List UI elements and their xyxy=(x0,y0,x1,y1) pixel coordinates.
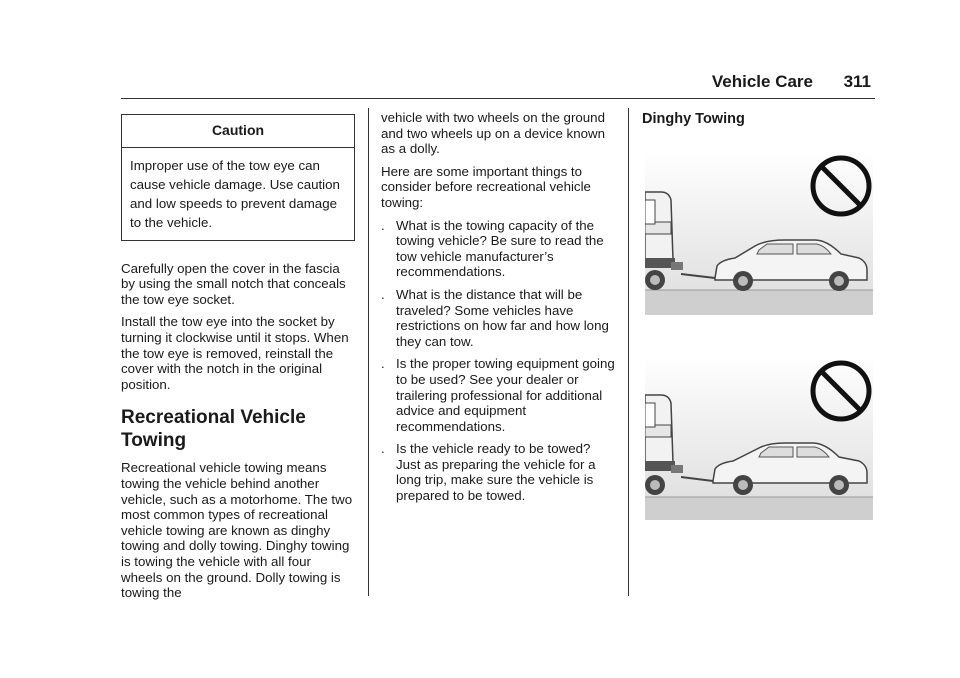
bullet-text: Is the proper towing equipment going to be used? See your dealer or trailering professional for additional advice and equipment recommendations. xyxy=(396,356,615,434)
bullet-text: What is the distance that will be traveled? Some vehicles have restrictions on how far and how long they can tow. xyxy=(396,286,609,349)
bullet-mark: . xyxy=(381,441,385,457)
paragraph: Recreational vehicle towing means towing the vehicle behind another vehicle, such as a motorhome. The two most common types of recreational vehicle towing are known as dinghy towing and dolly towing. Dinghy towing is towing the vehicle with all four wheels on the ground. Dolly towing is towing the xyxy=(121,460,353,601)
bullet-mark: . xyxy=(381,356,385,372)
bullet-text: What is the towing capacity of the towing vehicle? Be sure to read the tow vehicle manufacturer’s recommendations. xyxy=(396,217,604,280)
page-header xyxy=(121,70,875,99)
column-1 xyxy=(121,110,355,608)
column-divider xyxy=(368,108,369,596)
caution-body: Improper use of the tow eye can cause vehicle damage. Use caution and low speeds to prevent damage to the vehicle. xyxy=(130,157,340,230)
bullet-item xyxy=(381,356,615,434)
bullet-mark: . xyxy=(381,286,385,302)
column-2 xyxy=(381,110,615,511)
paragraph: vehicle with two wheels on the ground and two wheels up on a device known as a dolly. xyxy=(381,110,605,157)
paragraph: Install the tow eye into the socket by turning it clockwise until it stops. When the tow eye is removed, reinstall the cover with the notch in the original position. xyxy=(121,314,349,392)
section-title: Vehicle Care xyxy=(711,72,813,91)
section-heading: Recreational Vehicle Towing xyxy=(121,407,306,452)
towing-illustration-1 xyxy=(645,150,873,315)
paragraph: Here are some important things to consider before recreational vehicle towing: xyxy=(381,163,591,210)
column-3 xyxy=(642,110,874,128)
bullet-item xyxy=(381,287,615,349)
towing-illustration-2 xyxy=(645,355,873,520)
paragraph: Carefully open the cover in the fascia by using the small notch that conceals the tow eye socket. xyxy=(121,260,346,307)
page-number: 311 xyxy=(843,72,871,91)
bullet-item xyxy=(381,218,615,280)
bullet-mark: . xyxy=(381,217,385,233)
caution-title: Caution xyxy=(122,115,354,148)
caution-box xyxy=(121,114,355,241)
bullet-item xyxy=(381,441,615,503)
column-divider xyxy=(628,108,629,596)
bullet-text: Is the vehicle ready to be towed? Just as preparing the vehicle for a long trip, make sure the vehicle is prepared to be towed. xyxy=(396,441,596,504)
section-heading: Dinghy Towing xyxy=(642,111,745,127)
